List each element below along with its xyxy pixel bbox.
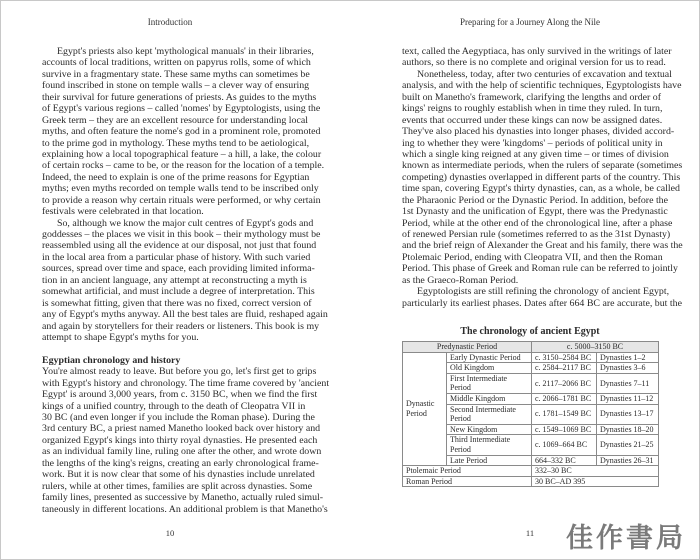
text-line: somewhat artificial, and must include a degree of interpretation. This [42, 286, 315, 298]
text-line: accounts of local traditions, written on papyrus rolls, some of which [42, 57, 311, 69]
dynasties-cell: Dynasties 7–11 [597, 373, 659, 393]
text-line: particularly its earliest phases. Dates after 664 BC are accurate, but the [402, 297, 682, 309]
text-line: kings of a unified country, through to the death of Cleopatra VII in [42, 400, 306, 412]
text-line: kings' reigns to roughly establish when in time they ruled. In turn, [402, 103, 663, 115]
text-line: found inscribed in stone on temple walls – a clever way of ensuring [42, 80, 310, 92]
dynastic-period-label: Dynastic Period [403, 352, 447, 466]
dates-cell: c. 1781–1549 BC [532, 404, 597, 424]
text-line: tion in an ancient language, any attempt at reconstructing a myth is [42, 274, 307, 286]
text-line: text, called the Aegyptiaca, has only survived in the writings of later [402, 46, 672, 57]
text-line: as the Graeco-Roman Period. [402, 274, 519, 286]
text-line: authors, so there is no complete and original version for us to read. [402, 57, 666, 69]
left-page-body [42, 46, 330, 515]
text-line: explaining how a local topographical feature – a hill, a lake, the colour [42, 148, 322, 160]
dynasties-cell: Dynasties 3–6 [597, 363, 659, 374]
text-line: Egypt' is around 3,000 years, from c. 3150 BC, when we find the first [42, 389, 318, 401]
ptolemaic-dates: 332–30 BC [532, 466, 659, 477]
text-line: Egyptologists are still refining the chronology of ancient Egypt, [417, 286, 670, 298]
publisher-watermark: 佳作書局 [566, 523, 686, 554]
text-line: 3rd century BC, a priest named Manetho looked back over history and [42, 423, 321, 435]
text-line: any of Egypt's myths anyway. All the best tales are fluid, reshaped again [42, 309, 328, 321]
dynasties-cell: Dynasties 21–25 [597, 435, 659, 455]
dynasties-cell: Dynasties 13–17 [597, 404, 659, 424]
text-line: as an individual family line, ruling one after the other, and wrote down [42, 446, 322, 458]
section-heading: Egyptian chronology and history [42, 354, 181, 366]
period-cell: Early Dynastic Period [447, 352, 532, 363]
text-line: reassembled using all the evidence at our disposal, not just that found [42, 240, 317, 252]
text-line [42, 343, 298, 354]
text-line: Nonetheless, today, after two centuries of excavation and textual [417, 68, 672, 80]
text-line: goddesses – the places we visit in this book – their mythology must be [42, 229, 321, 240]
text-line: rulers, while at other times, families are split across dynasties. Some [42, 480, 313, 492]
text-line: Ptolemaic Period, ending with Cleopatra VII, and then the Roman [402, 251, 663, 263]
text-line: of certain rocks – came to be, or the reason for the location of a temple. [42, 160, 325, 172]
period-cell: New Kingdom [447, 424, 532, 435]
period-cell: Second Intermediate Period [447, 404, 532, 424]
text-line: time span, covering Egypt's thirty dynasties, can, as a whole, be called [402, 183, 680, 195]
text-line: attempt to shape Egypt's myths for you. [42, 331, 199, 343]
text-line: So, although we know the major cult centres of Egypt's gods and [57, 217, 314, 229]
text-line: Egypt's priests also kept 'mythological manuals' in their libraries, [57, 46, 314, 57]
predynastic-label: Predynastic Period [403, 342, 532, 353]
text-line: taneously in different locations. An additional problem is that Manetho's [42, 503, 328, 515]
dates-cell: c. 3150–2584 BC [532, 352, 597, 363]
table-row [403, 342, 659, 353]
text-line: of renewed Persian rule (sometimes referred to as the 31st Dynasty) [402, 229, 671, 240]
dynasties-cell: Dynasties 26–31 [597, 455, 659, 466]
text-line: and the brief reign of Alexander the Great and his family, there was the [402, 240, 683, 252]
dates-cell: c. 2584–2117 BC [532, 363, 597, 374]
text-line: myths, and often feature the nome's god in a prominent role, promoted [42, 126, 321, 138]
period-cell: First Intermediate Period [447, 373, 532, 393]
text-line: known as intermediate periods, when the rulers of separate (sometimes [402, 160, 683, 172]
ptolemaic-label: Ptolemaic Period [403, 466, 532, 477]
running-head-left: Introduction [147, 17, 193, 27]
text-line: survive in a fragmentary state. These same myths can sometimes be [42, 68, 310, 80]
text-line: ing to whether they were 'kingdoms' – periods of political unity in [402, 137, 663, 149]
text-line: is somewhat fitting, given that there was no fixed, correct version of [42, 297, 312, 309]
text-line: Period, while at the other end of the chronological line, after a phase [402, 217, 673, 229]
text-line: family lines, presented as successive by Manetho, actually ruled simul- [42, 492, 324, 504]
dynasties-cell: Dynasties 1–2 [597, 352, 659, 363]
running-head-right: Preparing for a Journey Along the Nile [460, 17, 600, 27]
text-line: events that occurred under these kings can now be assigned dates. [402, 114, 663, 126]
page-number-left: 10 [165, 528, 175, 538]
dates-cell: c. 1549–1069 BC [532, 424, 597, 435]
dates-cell: c. 1069–664 BC [532, 435, 597, 455]
right-page-body [402, 46, 683, 309]
table-row [403, 466, 659, 477]
table-title: The chronology of ancient Egypt [460, 326, 600, 337]
predynastic-dates: c. 5000–3150 BC [532, 342, 659, 353]
dynasties-cell: Dynasties 18–20 [597, 424, 659, 435]
text-line: to provide a reason why certain rituals were performed, or why certain [42, 194, 321, 206]
text-line: 1st Dynasty and the unification of Egypt, there was the Predynastic [402, 206, 668, 218]
text-line: the lengths of the king's reigns, creating an early chronological frame- [42, 457, 319, 469]
text-line: analysis, and with the help of scientific techniques, Egyptologists have [402, 80, 682, 92]
text-line: Period. This phase of Greek and Roman rule can be referred to jointly [402, 263, 678, 275]
text-line: You're almost ready to leave. But before you go, let's first get to grips [42, 366, 317, 378]
text-line: Greek term – they are an excellent resource for understanding local [42, 114, 308, 126]
text-line: which a single king reigned at any given time – or times of division [402, 148, 669, 160]
period-cell: Middle Kingdom [447, 393, 532, 404]
text-line: built on Manetho's framework, clarifying the lengths and order of [402, 91, 662, 103]
text-line: competing) dynasties overlapped in different parts of the country. This [402, 171, 681, 183]
roman-dates: 30 BC–AD 395 [532, 476, 659, 487]
table-row [403, 476, 659, 487]
text-line: sources, spread over time and space, each providing limited informa- [42, 263, 315, 275]
dates-cell: c. 2117–2066 BC [532, 373, 597, 393]
text-line: and again by storytellers for their readers or listeners. This book is my [42, 320, 320, 332]
text-line: of Egypt's various regions – called 'nomes' by Egyptologists, using the [42, 103, 321, 115]
period-cell: Old Kingdom [447, 363, 532, 374]
dates-cell: c. 2066–1781 BC [532, 393, 597, 404]
text-line: work. But it is now clear that some of his dynasties include unrelated [42, 469, 315, 481]
dynasties-cell: Dynasties 11–12 [597, 393, 659, 404]
text-line: organized Egypt's kings into thirty royal dynasties. He presented each [42, 434, 318, 446]
text-line: myths; even myths recorded on temple walls tend to be inscribed only [42, 183, 319, 195]
page-number-right: 11 [525, 528, 535, 538]
table-row [403, 352, 659, 363]
dates-cell: 664–332 BC [532, 455, 597, 466]
text-line: with Egypt's history and chronology. The time frame covered by 'ancient [42, 377, 330, 389]
chronology-table [402, 341, 659, 487]
period-cell: Late Period [447, 455, 532, 466]
text-line: festivals were celebrated in that location. [42, 206, 204, 218]
text-line: the Pharaonic Period or the Dynastic Period. In addition, before the [402, 194, 669, 206]
text-line: to the prime god in mythology. These myths tend to be aetiological, [42, 137, 310, 149]
text-line: their survival for future generations of priests. As guides to the myths [42, 91, 317, 103]
text-line: in the local area from a particular phase of history. With such varied [42, 251, 311, 263]
period-cell: Third Intermediate Period [447, 435, 532, 455]
text-line: They've also placed his dynasties into longer phases, divided accord- [402, 126, 675, 138]
text-line: 30 BC (and even longer if you include the Roman phase). During the [42, 412, 315, 423]
text-line: Indeed, the need to explain is one of the prime reasons for Egyptian [42, 171, 310, 183]
roman-label: Roman Period [403, 476, 532, 487]
